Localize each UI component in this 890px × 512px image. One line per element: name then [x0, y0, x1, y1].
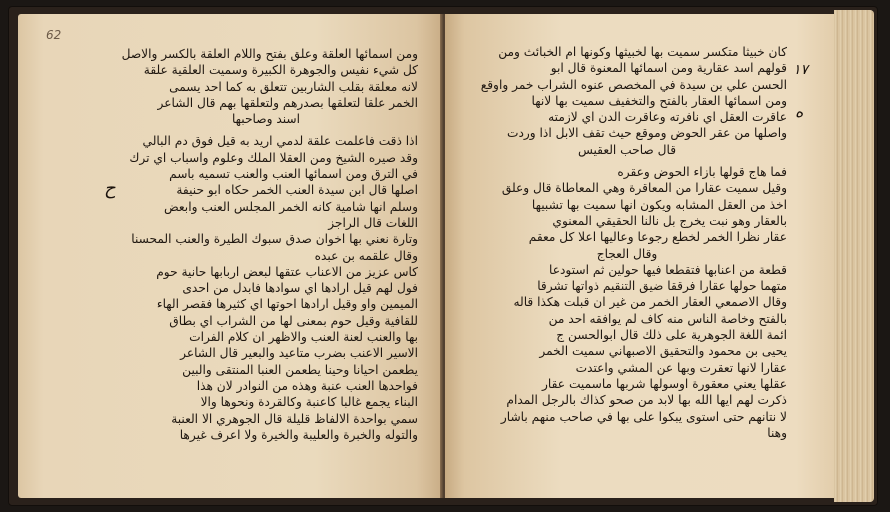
text-line: يطعمن احيانا وحينا يطعمن العنبا المنتقى والبين [182, 362, 418, 377]
text-line: للقافية وقيل حوم بمعنى لها من الشراب اي بطاق [169, 313, 418, 328]
text-line: كان خبيثا متكسر سميت بها لخبيثها وكونها ام الخبائث ومن [498, 45, 787, 59]
right-text-block [467, 44, 787, 441]
text-line: وقال العجاج [596, 246, 658, 261]
page-edges [834, 10, 874, 502]
text-line: في الترق ومن اسمائها العنب والعنب تسميه باسم [169, 167, 418, 182]
text-line: كاس عزيز من الاعناب عتقها لبعض اربابها حانية حوم [156, 264, 418, 279]
margin-mark: ح [104, 178, 116, 199]
page-number: 62 [46, 28, 62, 42]
margin-mark: ه [795, 102, 804, 121]
text-line: فما هاج قولها بازاء الحوض وعقره [617, 165, 787, 180]
text-line: وقد صيره الشيخ ومن العقلا الملك وعلوم واسباب اي ترك [129, 150, 418, 165]
text-line: يحيى بن محمود والتحقيق الاصبهاني سميت الخمر [539, 344, 787, 359]
right-page [445, 14, 835, 498]
text-line: فواحدها العنب عنبة وهذه من النوادر لان هذا [196, 378, 418, 393]
text-line: اذا ذقت فاعلمت علقة لدمي اريد به قيل فوق دم البالي [142, 134, 418, 149]
left-text-block [114, 46, 418, 443]
text-line: لا نتانهم حتى استوى يبكوا على بها في صاحب منهم باشار [500, 409, 787, 424]
text-line: عقارا لانها تعقرت وبها عن المشي واعتدت [575, 360, 787, 375]
text-line: لانه معلقة بقلب الشاربين تتعلق به كما احد يسمى [169, 79, 418, 94]
text-line: الحسن علي بن سيدة في المخصص عنوه الشراب خمر واوقع [480, 77, 787, 92]
left-page [18, 14, 442, 498]
text-line: وسلم انها شامية كانه الخمر المجلس العنب وابعض [164, 199, 418, 214]
text-line: الخمر علقا لتعلقها بصدرهم ولتعلقها بهم قال الشاعر [157, 95, 418, 110]
text-line: اللغات قال الراجز [328, 215, 418, 230]
text-line: اخذ من العقل المشابه ويكون انها سميت بها تشبيها [531, 197, 787, 212]
text-line: عقار نظرا الخمر لخطع رجوعا وعاليها اعلا كل معقم [528, 230, 787, 245]
text-line: عاقرت العقل اي نافرته وعاقرت الدن اي لازمته [548, 110, 787, 125]
text-line: وهنا [767, 425, 787, 440]
text-line: البناء يجمع غالبا كاعنبة وكالقردة ونحوها والا [200, 395, 418, 410]
text-line: والتوله والخبرة والعليبة والخيرة ولا اعرف غيرها [179, 427, 418, 442]
text-line: قال صاحب العقيس [577, 142, 677, 157]
text-line: متهما حولها عقارا فرققا ضيق التنقيم ذواتها تشرقا [537, 279, 787, 294]
text-line: سمي بواحدة الالفاظ قليلة قال الجوهري الا العنبة [171, 411, 418, 426]
text-line: الاسير الاعنب بضرب متاعيد والبعير قال الشاعر [180, 346, 418, 361]
text-line: بها والعنب لعنة العنب والاظهر ان كلام الفرات [189, 330, 418, 345]
text-line: بالفتح وخاصة الناس منه كاف لم يوافقه احد من [548, 311, 787, 326]
text-line: كل شيء نفيس والجوهرة الكبيرة وسميت العلقية علقة [143, 63, 418, 78]
text-line: ذكرت لهم ايها الله بها لابد من صحو كذاك بالرجل المدام [506, 393, 787, 408]
text-line: فول لهم قيل ارادها اي سوادها فابدل من احدى [182, 281, 418, 296]
margin-mark: ١٧ [793, 62, 809, 78]
text-line: قطعة من اعنابها فتقطعا فيها حولين ثم استودعا [548, 262, 787, 277]
text-line: وتارة نعني بها اخوان صدق سبوك الطيرة والعنب المحسنا [131, 232, 418, 247]
open-book [8, 6, 878, 506]
text-line: وقال علقمه بن عبده [314, 248, 418, 263]
text-line: ومن اسمائها العقار بالفتح والتخفيف سميت بها لانها [531, 93, 787, 108]
text-line: عقلها يعني معقورة اوسولها شربها ماسميت عقار [542, 376, 787, 391]
text-line: ومن اسمائها العلقة وعلق بفتح واللام العلقة بالكسر والاصل [121, 47, 418, 61]
text-line: بالعقار وهو نبت يخرج بل نالنا الحقيقي المعنوي [552, 213, 787, 228]
text-line: وقال الاصمعي العقار الخمر من غير ان قبلت هكذا قاله [513, 295, 787, 310]
text-line: الميمين واو وقيل ارادها احوتها اي كثيرها فقصر الهاء [156, 297, 418, 312]
text-line: اصلها قال ابن سيدة العنب الخمر حكاه ابو حنيفة [176, 183, 418, 198]
text-line: اسند وصاحبها [231, 112, 301, 127]
text-line: قولهم اسد عقارية ومن اسمائها المعنوة قال ابو [550, 61, 787, 76]
text-line: وقيل سميت عقارا من المعاقرة وهي المعاطاة قال وعلق [501, 181, 787, 196]
text-line: ائمة اللغة الجوهرية على ذلك قال ابوالحسن ج [556, 328, 787, 343]
text-line: واصلها من عقر الحوض وموقع حيث تقف الابل اذا وردت [506, 126, 787, 141]
